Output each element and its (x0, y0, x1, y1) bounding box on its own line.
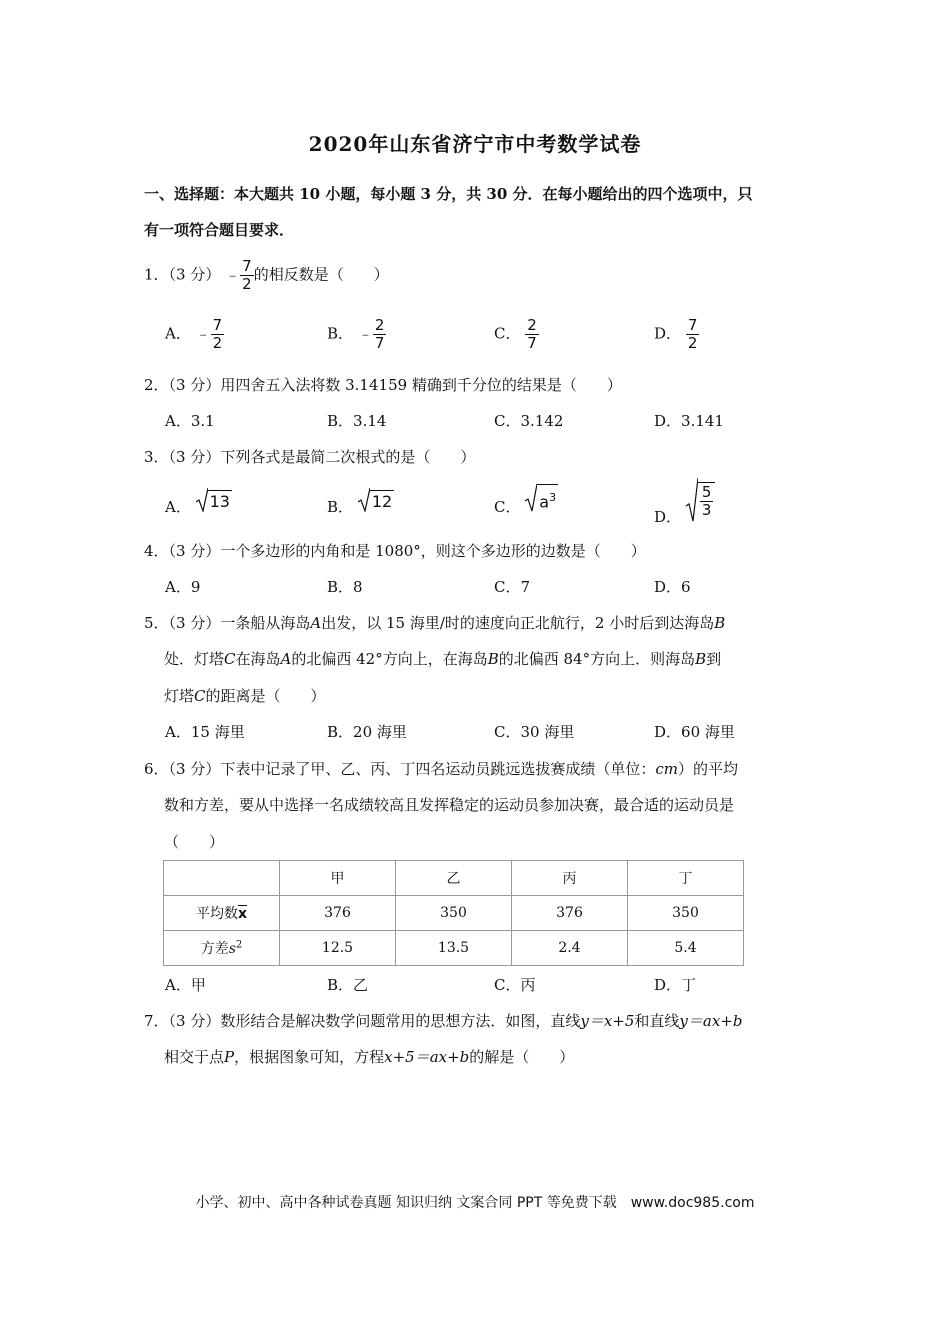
score-table (163, 860, 744, 966)
q2-option-a[interactable]: A．3.1 (165, 412, 215, 430)
square-root: $\frac{5}{3}$ (686, 478, 716, 522)
q5-option-b[interactable]: B．20 海里 (327, 723, 407, 741)
question-7-line1: 7．（3 分）数形结合是解决数学问题常用的思想方法．如图，直线y＝x+5和直线y＝ax+b (144, 1012, 743, 1030)
q4-option-a[interactable]: A．9 (165, 578, 201, 596)
question-5-line3: 灯塔C的距离是（ ） (164, 687, 326, 705)
q2-option-d[interactable]: D．3.141 (654, 412, 724, 430)
page-footer: 小学、初中、高中各种试卷真题 知识归纳 文案合同 PPT 等免费下载 www.doc985.com (195, 1195, 755, 1211)
q5-option-d[interactable]: D．60 海里 (654, 723, 735, 741)
q2-option-c[interactable]: C．3.142 (494, 412, 564, 430)
q6-option-a[interactable]: A．甲 (165, 976, 206, 994)
q4-option-b[interactable]: B．8 (327, 578, 363, 596)
q6-option-d[interactable]: D．丁 (654, 976, 697, 994)
question-2-stem: 2．（3 分）用四舍五入法将数 3.14159 精确到千分位的结果是（ ） (144, 376, 622, 394)
q5-option-c[interactable]: C．30 海里 (494, 723, 575, 741)
q3-option-c[interactable]: C． $a^3$ (494, 484, 558, 517)
table-row: 甲 乙 丙 丁 (164, 861, 744, 896)
table-row: 方差$s^2$ 12.5 13.5 2.4 5.4 (164, 931, 744, 966)
fraction: $\frac{7}{2}$ (242, 257, 252, 293)
q6-option-c[interactable]: C．丙 (494, 976, 536, 994)
question-1-stem (144, 258, 389, 293)
question-3-stem: 3．（3 分）下列各式是最简二次根式的是（ ） (144, 448, 476, 466)
square-root: 13 (196, 488, 232, 512)
square-root: $a^3$ (525, 484, 558, 512)
question-6-line1: 6．（3 分）下表中记录了甲、乙、丙、丁四名运动员跳远选拔赛成绩（单位：cm）的平均 (144, 760, 738, 778)
question-5-line2: 处．灯塔C在海岛A的北偏西 42°方向上，在海岛B的北偏西 84°方向上．则海岛B到 (164, 650, 722, 668)
question-tail: 的相反数是（ ） (253, 265, 389, 284)
section-heading-line1: 一、选择题：本大题共 10 小题，每小题 3 分，共 30 分．在每小题给出的四个选项中，只 (144, 185, 753, 203)
q1-option-a[interactable]: A． ﹣ $\frac{7}{2}$ (165, 316, 223, 352)
q1-option-c[interactable]: C． $\frac{2}{7}$ (494, 316, 537, 352)
table-row: 平均数$\overline{x}$ 376 350 376 350 (164, 896, 744, 931)
q4-option-c[interactable]: C．7 (494, 578, 531, 596)
q2-option-b[interactable]: B．3.14 (327, 412, 387, 430)
question-6-line3: （ ） (164, 833, 225, 851)
question-7-line2: 相交于点P，根据图象可知，方程x+5＝ax+b的解是（ ） (164, 1048, 575, 1066)
question-5-line1: 5．（3 分）一条船从海岛A出发，以 15 海里/时的速度向正北航行，2 小时后到达海岛B (144, 614, 726, 632)
negative-sign: ﹣ (225, 265, 241, 284)
q3-option-d[interactable]: D． $\frac{5}{3}$ (654, 478, 715, 527)
q1-option-d[interactable]: D． $\frac{7}{2}$ (654, 316, 698, 352)
section-heading-line2: 有一项符合题目要求． (144, 221, 295, 239)
q4-option-d[interactable]: D．6 (654, 578, 691, 596)
question-score: （3 分） (168, 265, 221, 284)
question-number: 1． (144, 265, 169, 284)
q5-option-a[interactable]: A．15 海里 (165, 723, 245, 741)
q1-option-b[interactable]: B． ﹣ $\frac{2}{7}$ (327, 316, 385, 352)
q6-option-b[interactable]: B．乙 (327, 976, 369, 994)
question-4-stem: 4．（3 分）一个多边形的内角和是 1080°，则这个多边形的边数是（ ） (144, 542, 646, 560)
question-6-line2: 数和方差，要从中选择一名成绩较高且发挥稳定的运动员参加决赛，最合适的运动员是 (164, 796, 735, 814)
page-title: 2020年山东省济宁市中考数学试卷 (308, 132, 642, 156)
q3-option-b[interactable]: B． 12 (327, 488, 394, 517)
q3-option-a[interactable]: A． 13 (165, 488, 232, 517)
square-root: 12 (358, 488, 394, 512)
